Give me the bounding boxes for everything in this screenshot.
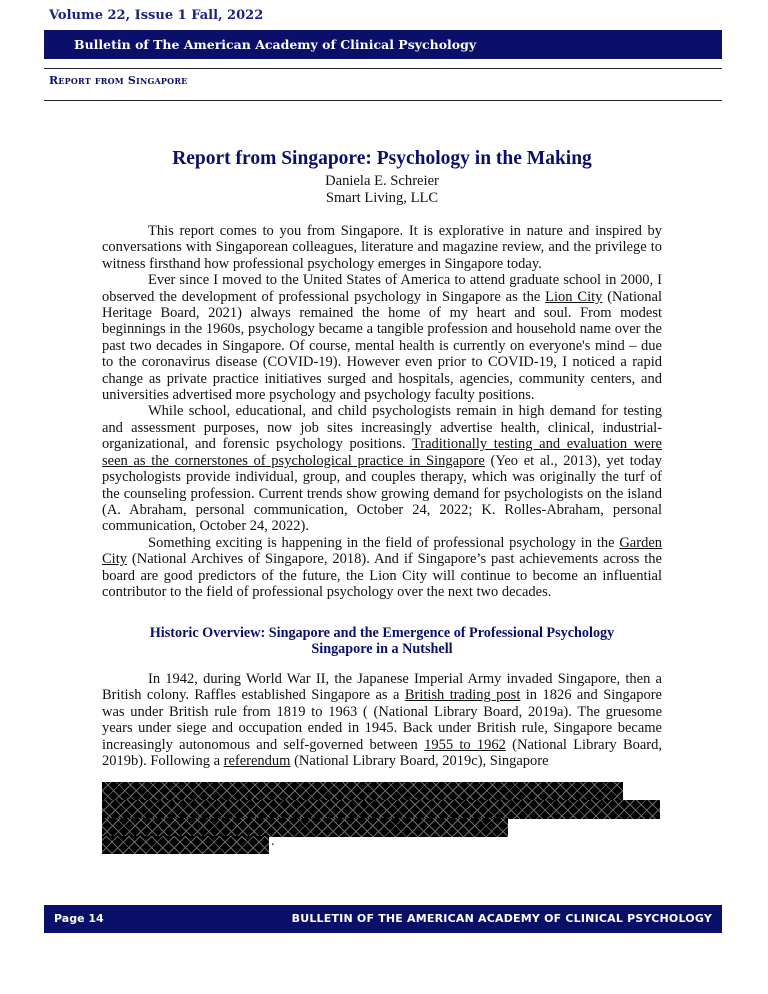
paragraph-5: In 1942, during World War II, the Japanese Imperial Army invaded Singapore, then a British colony. Raffles established Singapore as a British trading post in 1826 and Singapore was under British rule from 1819 to 1963 ( (National Library Board, 2019a). The gruesome years under siege and occupation ended in 1945. Back under British rule, Singapore became increasingly autonomous and self-governed between 1955 to 1962 (National Library Board, 2019b). Following a referendum (National Library Board, 2019c), Singapore <box>102 671 662 770</box>
issue-line: Volume 22, Issue 1 Fall, 2022 <box>49 8 264 23</box>
article-body-continued <box>102 671 662 769</box>
paragraph-2: Ever since I moved to the United States of America to attend graduate school in 2000, I observed the development of professional psychology in Singapore as the Lion City (National Heritage Board, 2021) always remained the home of my heart and soul. From modest beginnings in the 1960s, psychology became a tangible profession and household name over the past two decades in Singapore. Of course, mental health is currently on everyone's mind – due to the coronavirus disease (COVID-19). However even prior to COVID-19, I noticed a rapid change as private practice initiatives surged and hospitals, agencies, community centers, and universities advertised more psychology and psychology faculty positions. <box>102 272 662 404</box>
header-rule-bottom <box>44 100 722 101</box>
section-subhead <box>102 625 662 657</box>
section-label <box>49 74 187 87</box>
garden-city-link[interactable]: Garden City <box>102 534 662 568</box>
footer-journal-title: BULLETIN OF THE AMERICAN ACADEMY OF CLINICAL PSYCHOLOGY <box>291 912 712 925</box>
author-name: Daniela E. Schreier <box>325 173 439 189</box>
footer-bar <box>44 905 722 933</box>
testing-evaluation-link[interactable]: Traditionally testing and evaluation were seen as the cornerstones of psychological practice in Singapore <box>102 436 662 469</box>
redaction-block-3 <box>102 818 508 837</box>
page-number: Page 14 <box>54 912 104 925</box>
redaction-block-1 <box>102 782 623 801</box>
subhead-line-1: Historic Overview: Singapore and the Emergence of Professional Psychology <box>149 625 615 641</box>
journal-banner: Bulletin of The American Academy of Clinical Psychology <box>44 30 722 59</box>
redaction-block-4 <box>102 836 269 854</box>
section-label-text: Report from Singapore <box>49 74 188 87</box>
redaction-block-2 <box>102 800 660 819</box>
paragraph-4: Something exciting is happening in the field of professional psychology in the Garden City (National Archives of Singapore, 2018). And if Singapore’s past achievements across the board are good predictors of the future, the Lion City will continue to become an influential contributor to the field of professional psychology over the next two decades. <box>102 534 662 600</box>
subhead-line-2: Singapore in a Nutshell <box>311 641 453 657</box>
referendum-link[interactable]: referendum <box>223 753 291 770</box>
article-body <box>102 223 662 600</box>
author-affiliation: Smart Living, LLC <box>325 190 439 206</box>
trailing-period: . <box>271 834 275 849</box>
article-title: Report from Singapore: Psychology in the Making <box>172 148 592 169</box>
paragraph-3: While school, educational, and child psychologists remain in high demand for testing and assessment purposes, now job sites increasingly advertise health, clinical, industrial-organizational, and forensic psychology positions. Traditionally testing and evaluation were seen as the cornerstones of psychological practice in Singapore (Yeo et al., 2013), yet today psychologists provide individual, group, and couples therapy, which was originally the turf of the counseling profession. Current trends show growing demand for psychologists on the island (A. Abraham, personal communication, October 24, 2022; K. Rolles-Abraham, personal communication, October 24, 2022). <box>102 403 662 535</box>
british-trading-post-link[interactable]: British trading post <box>404 687 521 704</box>
paragraph-1: This report comes to you from Singapore. It is explorative in nature and inspired by conversations with Singaporean colleagues, literature and magazine review, and the privilege to witness firsthand how professional psychology emerges in Singapore today. <box>102 223 662 272</box>
header-rule-top <box>44 68 722 69</box>
lion-city-link[interactable]: Lion City <box>545 288 603 305</box>
self-governance-years-link[interactable]: 1955 to 1962 <box>424 736 506 753</box>
